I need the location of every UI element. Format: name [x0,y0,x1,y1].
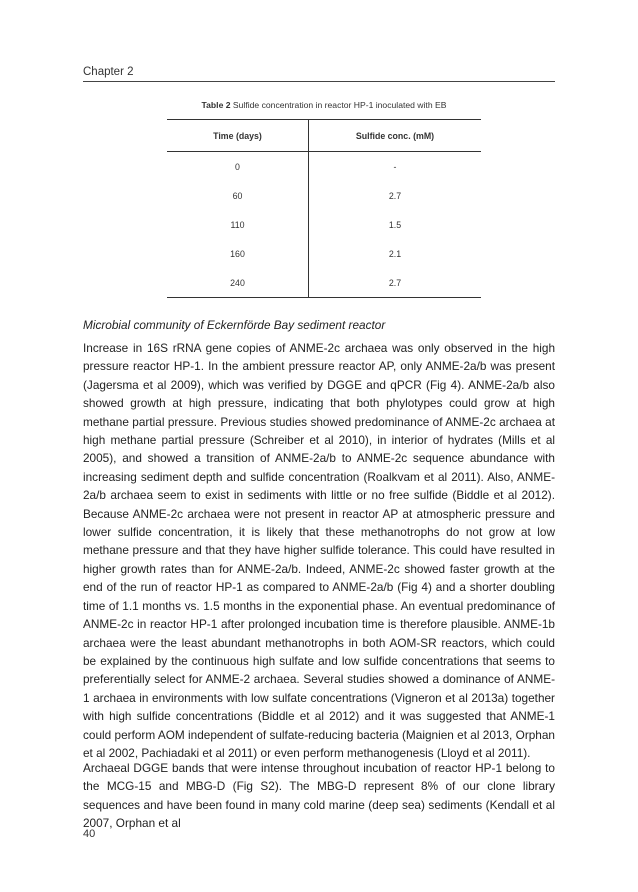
table-cell-sulfide: 2.1 [388,248,402,259]
header-rule [83,81,555,82]
table-cell-sulfide: 2.7 [388,190,402,201]
table-cell-time: 0 [167,152,309,182]
table-cell-sulfide: 2.7 [309,268,482,298]
sulfide-table [167,119,481,298]
section-heading: Microbial community of Eckernförde Bay sediment reactor [83,318,386,332]
table-cell-sulfide: 1.5 [388,219,402,230]
table-row [167,152,481,182]
chapter-header: Chapter 2 [83,66,134,78]
column-header-time: Time (days) [167,120,309,152]
table-cell-sulfide: - [393,161,397,172]
body-paragraph-2: Archaeal DGGE bands that were intense throughout incubation of reactor HP-1 belong to the MCG-15 and MBG-D (Fig S2). The MBG-D represent 8% of our clone library sequences and have been found in many cold marine (deep sea) sediments (Kendall et al 2007, Orphan et al [83,761,555,831]
column-header-sulfide: Sulfide conc. (mM) [355,130,435,141]
table-caption-text: Sulfide concentration in reactor HP-1 inoculated with EB [230,100,447,110]
table-caption-label: Table 2 [201,100,231,110]
table-row [167,181,481,210]
table-caption [167,100,481,110]
page-number: 40 [83,828,96,840]
body-paragraph-1: Increase in 16S rRNA gene copies of ANME-2c archaea was only observed in the high pressure reactor HP-1. In the ambient pressure reactor AP, only ANME-2a/b was present (Jagersma et al 2009), which was verified by DGGE and qPCR (Fig 4). ANME-2a/b also showed growth at high pressure, indicating that both phylotypes could grow at high methane partial pressure. Previous studies showed predominance of ANME-2c archaea at high methane partial pressure (Schreiber et al 2010), in interior of hydrates (Mills et al 2005), and showed a transition of ANME-2a/b to ANME-2c sequence abundance with increasing sediment depth and sulfide concentration (Roalkvam et al 2011). Also, ANME-2a/b archaea seem to exist in sediments with little or no free sulfide (Biddle et al 2012). Because ANME-2c archaea were not present in reactor AP at atmospheric pressure and lower sulfide concentration, it is likely that these methanotrophs do not grow at low methane pressure and that they have higher sulfide tolerance. This could have resulted in higher growth rates than for ANME-2a/b. Indeed, ANME-2c showed faster growth at the end of the run of reactor HP-1 as compared to ANME-2a/b (Fig 4) and a shorter doubling time of 1.1 months vs. 1.5 months in the exponential phase. An eventual predominance of ANME-2c in reactor HP-1 after prolonged incubation time is therefore plausible. ANME-1b archaea were the least abundant methanotrophs in both AOM-SR reactors, which could be explained by the continuous high sulfate and low sulfide concentrations that seems to preferentially select for ANME-2 archaea. Several studies showed a dominance of ANME-1 archaea in environments with low sulfate concentrations (Vigneron et al 2013a) together with high sulfide concentrations (Biddle et al 2012) and it was suggested that ANME-1 could perform AOM independent of sulfate-reducing bacteria (Maignien et al 2013, Orphan et al 2002, Pachiadaki et al 2011) or even perform methanogenesis (Lloyd et al 2011). [83,341,555,760]
table-row [167,210,481,239]
table-cell-time: 160 [167,239,309,268]
table-header-row [167,120,481,152]
table-cell-time: 240 [167,268,309,298]
table-cell-time: 110 [167,210,309,239]
table-row [167,268,481,298]
table-row [167,239,481,268]
table-cell-time: 60 [167,181,309,210]
